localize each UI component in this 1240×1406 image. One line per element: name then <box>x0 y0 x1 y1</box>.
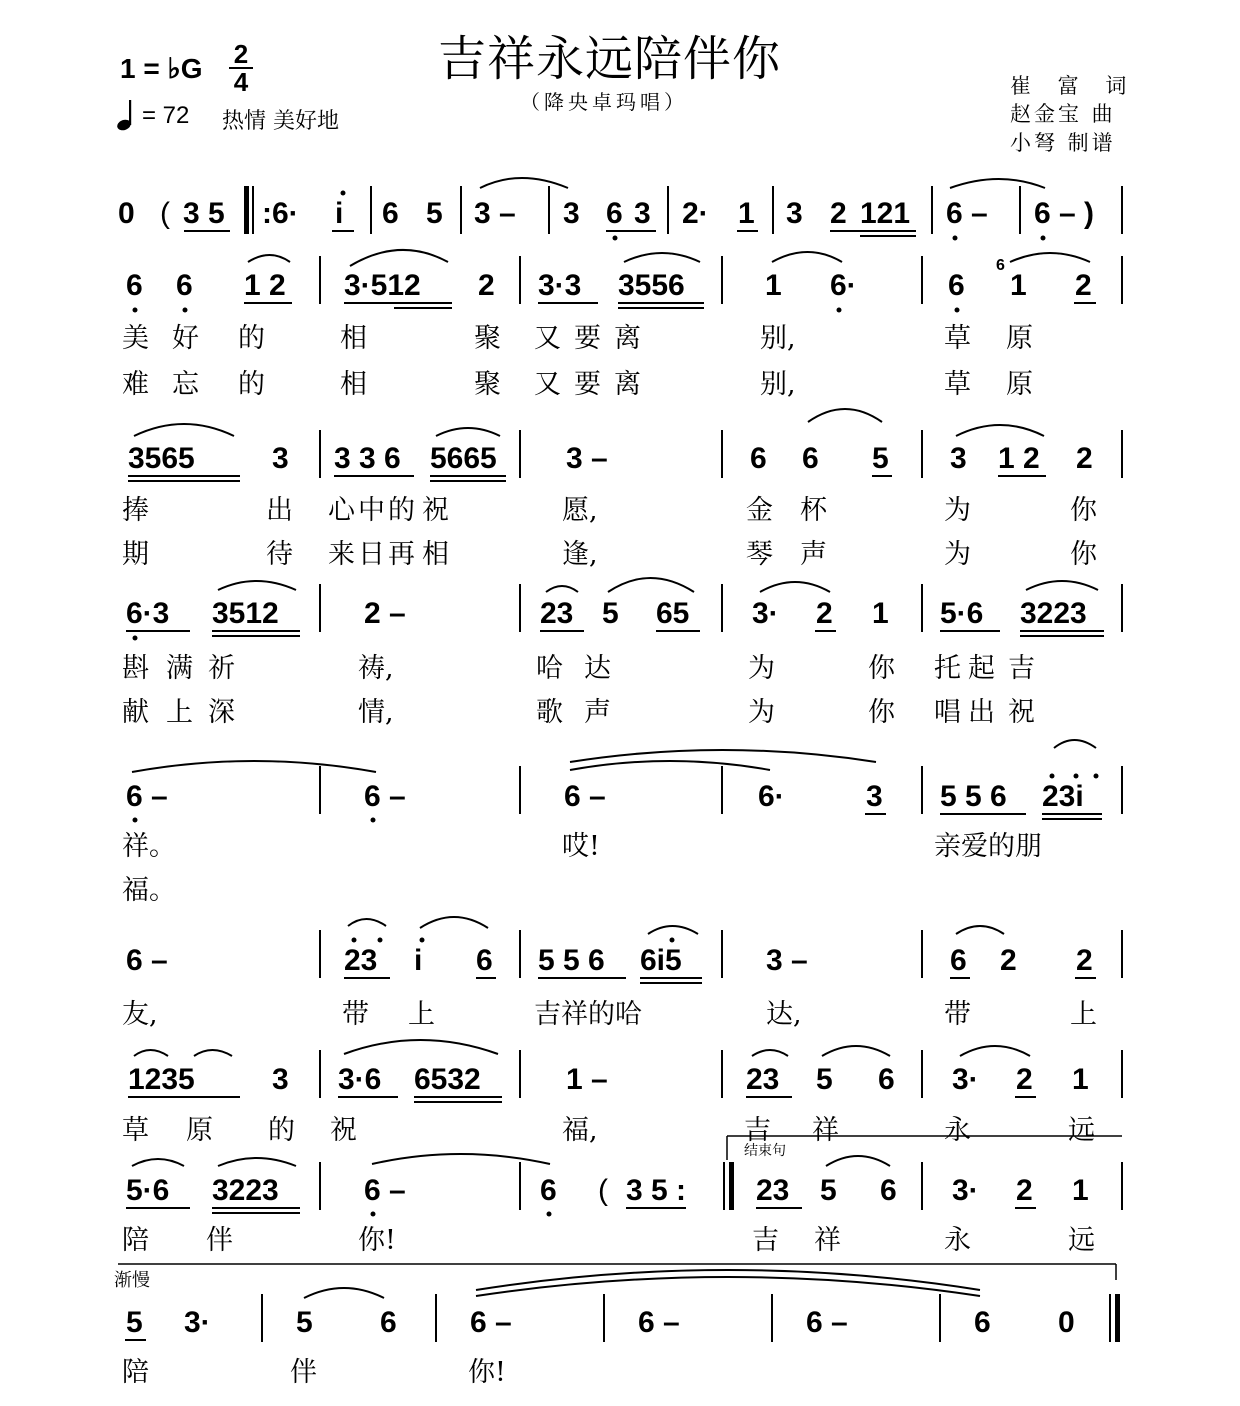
svg-text:5: 5 <box>820 1174 837 1207</box>
svg-text:1: 1 <box>1072 1063 1089 1096</box>
svg-text:3565: 3565 <box>128 442 195 475</box>
tempo-marking: = 72 <box>142 102 190 129</box>
svg-text:3·512: 3·512 <box>344 269 421 302</box>
svg-text:3·: 3· <box>952 1174 979 1207</box>
svg-text:23: 23 <box>540 597 574 630</box>
svg-text:6: 6 <box>126 269 143 302</box>
score-row-2 <box>126 250 1122 313</box>
svg-text:6 –: 6 – <box>638 1306 680 1339</box>
svg-text:2: 2 <box>478 269 495 302</box>
svg-text:23: 23 <box>756 1174 790 1207</box>
svg-text:3·: 3· <box>184 1306 211 1339</box>
svg-text:3 3 6: 3 3 6 <box>334 442 401 475</box>
svg-text:6 –: 6 – <box>364 1174 406 1207</box>
key-signature: 1 = ♭G <box>120 53 203 84</box>
svg-text:2: 2 <box>1076 944 1093 977</box>
svg-text:5·6: 5·6 <box>940 597 984 630</box>
expression-marking: 热情 美好地 <box>222 109 339 134</box>
svg-text:6: 6 <box>802 442 819 475</box>
svg-text:6: 6 <box>476 944 493 977</box>
time-sig-top: 2 <box>233 39 249 69</box>
svg-text:1: 1 <box>738 197 755 230</box>
svg-text:2: 2 <box>816 597 833 630</box>
svg-text:2: 2 <box>1000 944 1017 977</box>
svg-text:1: 1 <box>1010 269 1027 302</box>
svg-text:3 5: 3 5 <box>183 197 225 230</box>
svg-text:2: 2 <box>1076 442 1093 475</box>
svg-text:2: 2 <box>1016 1174 1033 1207</box>
svg-text:1: 1 <box>765 269 782 302</box>
score-row-4 <box>126 578 1122 641</box>
svg-text:5: 5 <box>872 442 889 475</box>
svg-text:6: 6 <box>382 197 399 230</box>
svg-text:1 2: 1 2 <box>244 269 286 302</box>
svg-text:i: i <box>414 944 423 977</box>
svg-text:23: 23 <box>746 1063 780 1096</box>
svg-text::6·: :6· <box>262 197 299 230</box>
svg-text:3·: 3· <box>952 1063 979 1096</box>
svg-text:2: 2 <box>830 197 847 230</box>
svg-text:6: 6 <box>878 1063 895 1096</box>
svg-text:(: ( <box>598 1174 608 1207</box>
svg-text:6·: 6· <box>758 780 785 813</box>
ritardando-label: 渐慢 <box>114 1270 150 1291</box>
composer-credit: 赵金宝 曲 <box>1010 102 1116 126</box>
svg-text:6 –: 6 – <box>126 944 168 977</box>
svg-text:2: 2 <box>1075 269 1092 302</box>
svg-text:0: 0 <box>118 197 135 230</box>
score-row-9 <box>118 1264 1120 1342</box>
svg-text:6i5: 6i5 <box>640 944 682 977</box>
svg-text:3: 3 <box>272 1063 289 1096</box>
svg-text:23: 23 <box>344 944 378 977</box>
song-subtitle: （降央卓玛唱） <box>520 90 688 114</box>
score-row-7 <box>128 1040 1122 1102</box>
svg-text:6: 6 <box>974 1306 991 1339</box>
svg-text:3: 3 <box>786 197 803 230</box>
svg-text:6·: 6· <box>830 269 857 302</box>
svg-text:6: 6 <box>606 197 623 230</box>
svg-text:6532: 6532 <box>414 1063 481 1096</box>
svg-text:6·3: 6·3 <box>126 597 170 630</box>
svg-text:5: 5 <box>126 1306 143 1339</box>
svg-text:2 –: 2 – <box>364 597 406 630</box>
arranger-credit: 小弩 制谱 <box>1010 131 1116 155</box>
svg-text:3 –: 3 – <box>566 442 608 475</box>
svg-text:5: 5 <box>602 597 619 630</box>
lyricist-credit: 崔 富 词 <box>1010 74 1137 98</box>
svg-text:3: 3 <box>563 197 580 230</box>
svg-text:6 –: 6 – <box>564 780 606 813</box>
svg-text:3: 3 <box>272 442 289 475</box>
svg-text:5·6: 5·6 <box>126 1174 170 1207</box>
score-row-6 <box>126 917 1122 983</box>
svg-text:6 –: 6 – <box>364 780 406 813</box>
svg-text:0: 0 <box>1058 1306 1075 1339</box>
svg-text:3: 3 <box>950 442 967 475</box>
svg-text:1 –: 1 – <box>566 1063 608 1096</box>
svg-text:6: 6 <box>950 944 967 977</box>
svg-text:1: 1 <box>872 597 889 630</box>
svg-text:3·3: 3·3 <box>538 269 582 302</box>
svg-text:3556: 3556 <box>618 269 685 302</box>
svg-text:i: i <box>335 197 344 230</box>
svg-text:1235: 1235 <box>128 1063 195 1096</box>
svg-text:65: 65 <box>656 597 690 630</box>
svg-text:5665: 5665 <box>430 442 497 475</box>
svg-text:1: 1 <box>1072 1174 1089 1207</box>
svg-text:6 –: 6 – <box>806 1306 848 1339</box>
svg-text:3·6: 3·6 <box>338 1063 382 1096</box>
svg-text:5 5 6: 5 5 6 <box>538 944 605 977</box>
score-row-1 <box>118 178 1122 241</box>
svg-text:6 – ): 6 – ) <box>1034 197 1095 230</box>
svg-text:3·: 3· <box>752 597 779 630</box>
svg-text:23i: 23i <box>1042 780 1084 813</box>
svg-text:6: 6 <box>948 269 965 302</box>
score-row-8 <box>126 1136 1122 1217</box>
score-row-3 <box>128 409 1122 481</box>
svg-text:5: 5 <box>426 197 443 230</box>
svg-text:(: ( <box>160 197 170 230</box>
svg-text:6 –: 6 – <box>126 780 168 813</box>
score-row-5 <box>126 740 1122 823</box>
svg-text:6 –: 6 – <box>946 197 988 230</box>
svg-text:2·: 2· <box>682 197 709 230</box>
svg-text:3 –: 3 – <box>474 197 516 230</box>
svg-text:3223: 3223 <box>212 1174 279 1207</box>
svg-text:5: 5 <box>816 1063 833 1096</box>
svg-text:6: 6 <box>176 269 193 302</box>
svg-text:1 2: 1 2 <box>998 442 1040 475</box>
svg-text:6: 6 <box>380 1306 397 1339</box>
svg-text:6: 6 <box>996 257 1005 274</box>
svg-text:3512: 3512 <box>212 597 279 630</box>
svg-text:6: 6 <box>750 442 767 475</box>
svg-text:6: 6 <box>540 1174 557 1207</box>
svg-text:6: 6 <box>880 1174 897 1207</box>
svg-text:5: 5 <box>296 1306 313 1339</box>
svg-text:3 5 :: 3 5 : <box>626 1174 687 1207</box>
svg-text:121: 121 <box>860 197 911 230</box>
svg-text:3 –: 3 – <box>766 944 808 977</box>
svg-text:3: 3 <box>866 780 883 813</box>
svg-text:5 5 6: 5 5 6 <box>940 780 1007 813</box>
svg-text:3: 3 <box>634 197 651 230</box>
svg-text:3223: 3223 <box>1020 597 1087 630</box>
svg-text:2: 2 <box>1016 1063 1033 1096</box>
svg-text:6 –: 6 – <box>470 1306 512 1339</box>
time-sig-bottom: 4 <box>233 67 249 97</box>
ending-phrase-label: 结束句 <box>744 1143 786 1159</box>
song-title: 吉祥永远陪伴你 <box>438 31 782 87</box>
